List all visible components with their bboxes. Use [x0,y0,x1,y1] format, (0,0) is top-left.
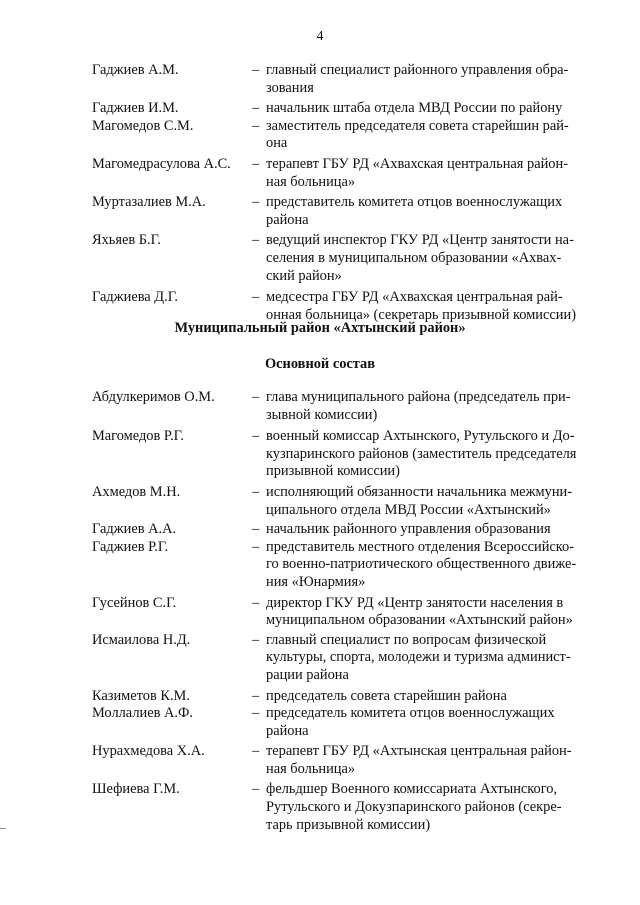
role-line: селения в муниципальном образовании «Ахвах- [266,249,562,266]
member-row [92,428,604,481]
member-role [266,194,604,229]
member-name: Ахмедов М.Н. [92,483,181,500]
role-line: представитель местного отделения Всероссийско- [266,538,575,555]
member-row [92,156,604,191]
role-line: зования [266,79,314,96]
dash: – [252,631,260,648]
member-name: Нурахмедова Х.А. [92,743,205,760]
composition-heading: Основной состав [264,356,376,372]
member-name: Моллалиев А.Ф. [92,705,193,722]
member-name: Магомедов Р.Г. [92,428,184,445]
member-role [266,632,604,685]
dash: – [252,743,260,760]
member-role [266,484,604,519]
member-name: Яхьяев Б.Г. [92,232,161,249]
role-line: представитель комитета отцов военнослужащих [266,194,563,211]
member-row [92,595,604,630]
member-role [266,389,604,424]
member-name: Гусейнов С.Г. [92,594,177,611]
dash: – [252,594,260,611]
main-member-list [92,389,604,834]
role-line: ния «Юнармия» [266,573,366,590]
dash: – [252,117,260,134]
member-role [266,705,604,740]
role-line: ципального отдела МВД России «Ахтынский» [266,501,551,518]
dash: – [252,428,260,445]
role-line: главный специалист по вопросам физической [266,631,547,648]
top-member-list [92,62,604,324]
role-line: военный комиссар Ахтынского, Рутульского и До- [266,428,575,445]
role-line: рации района [266,666,349,683]
member-name: Шефиева Г.М. [92,781,180,798]
member-role [266,428,604,481]
role-line: района [266,722,309,739]
member-row [92,743,604,778]
role-line: ная больница» [266,760,356,777]
role-line: муниципальном образовании «Ахтынский район» [266,612,573,629]
role-line: призывной комиссии) [266,463,400,480]
role-line: начальник штаба отдела МВД России по району [266,100,563,117]
member-name: Казиметов К.М. [92,687,190,704]
dash: – [252,62,260,78]
member-role [266,232,604,285]
member-name: Гаджиев Р.Г. [92,538,169,555]
role-line: председатель совета старейшин района [266,687,507,704]
member-row [92,484,604,519]
member-name: Абдулкеримов О.М. [92,389,215,405]
member-row [92,100,604,118]
role-line: терапевт ГБУ РД «Ахвахская центральная район- [266,155,568,172]
dash: – [252,194,260,211]
dash: – [252,100,260,117]
role-line: Рутульского и Докузпаринского районов (секре- [266,799,562,816]
member-name: Гаджиев А.А. [92,521,177,538]
role-line: директор ГКУ РД «Центр занятости населения в [266,594,564,611]
role-line: начальник районного управления образования [266,521,551,538]
role-line: ведущий инспектор ГКУ РД «Центр занятости на- [266,232,574,249]
district-heading: Муниципальный район «Ахтынский район» [174,320,466,336]
role-line: зывной комиссии) [266,406,378,423]
member-role [266,781,604,834]
member-role [266,743,604,778]
dash: – [252,483,260,500]
role-line: района [266,211,309,228]
member-row [92,688,604,706]
member-role [266,521,604,539]
member-role [266,156,604,191]
member-role [266,100,604,118]
member-row [92,781,604,834]
role-line: ная больница» [266,173,356,190]
member-row [92,705,604,740]
member-name: Гаджиева Д.Г. [92,289,178,306]
role-line: кузпаринского районов (заместитель председателя [266,445,577,462]
role-line: исполняющий обязанности начальника межмуни- [266,483,573,500]
member-row [92,521,604,539]
member-role [266,118,604,153]
member-name: Исмаилова Н.Д. [92,631,191,648]
role-line: заместитель председателя совета старейшин рай- [266,117,569,134]
member-role [266,539,604,592]
role-line: онная больница» (секретарь призывной комиссии) [266,306,576,323]
member-name: Муртазалиев М.А. [92,194,206,211]
member-name: Гаджиев А.М. [92,62,179,78]
role-line: тарь призывной комиссии) [266,816,431,833]
member-name: Гаджиев И.М. [92,100,179,117]
member-name: Магомедов С.М. [92,117,194,134]
role-line: она [266,135,288,152]
role-line: главный специалист районного управления обра- [266,62,569,78]
role-line: терапевт ГБУ РД «Ахтынская центральная район- [266,743,572,760]
dash: – [252,687,260,704]
member-row [92,118,604,153]
member-row [92,62,604,97]
page-number: 4 [316,29,324,44]
role-line: глава муниципального района (председатель при- [266,389,571,405]
dash: – [252,155,260,172]
member-role [266,595,604,630]
role-line: ский район» [266,267,342,284]
scan-edge-mark [0,828,6,829]
member-role [266,688,604,706]
role-line: го военно-патриотического общественного движе- [266,556,577,573]
role-line: культуры, спорта, молодежи и туризма админист- [266,649,571,666]
dash: – [252,705,260,722]
member-row [92,194,604,229]
role-line: медсестра ГБУ РД «Ахвахская центральная рай- [266,289,563,306]
member-role [266,62,604,97]
member-name: Магомедрасулова А.С. [92,155,231,172]
dash: – [252,232,260,249]
dash: – [252,289,260,306]
dash: – [252,521,260,538]
dash: – [252,781,260,798]
member-row [92,232,604,285]
dash: – [252,538,260,555]
member-row [92,539,604,592]
member-row [92,632,604,685]
member-row [92,389,604,424]
role-line: председатель комитета отцов военнослужащих [266,705,555,722]
dash: – [252,389,260,405]
role-line: фельдшер Военного комиссариата Ахтынского, [266,781,558,798]
